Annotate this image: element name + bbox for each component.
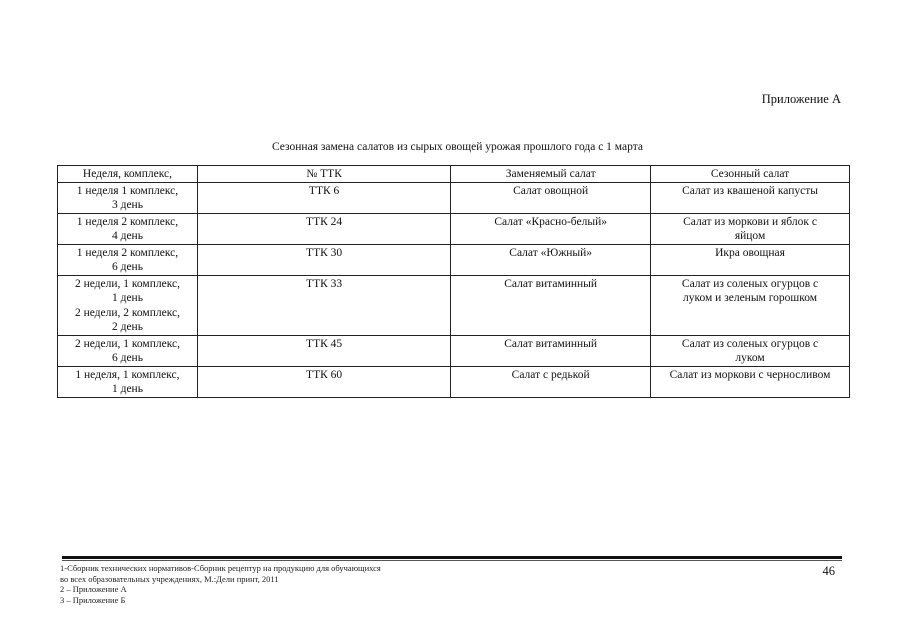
cell-replaced-salad-line: Салат с редькой bbox=[511, 368, 590, 381]
cell-ttk-line: ТТК 60 bbox=[306, 368, 343, 381]
cell-replaced-salad-line: Салат «Красно-белый» bbox=[494, 215, 607, 228]
cell-week-line: 2 недели, 1 комплекс, bbox=[74, 277, 180, 290]
salad-replacement-table bbox=[57, 165, 850, 398]
cell-ttk-line: ТТК 30 bbox=[306, 246, 343, 259]
cell-replaced-salad bbox=[451, 213, 651, 244]
table-row bbox=[58, 366, 850, 397]
cell-week bbox=[58, 213, 198, 244]
cell-week-line: 1 неделя 2 комплекс, bbox=[76, 215, 179, 228]
cell-week-line: 3 день bbox=[111, 199, 143, 211]
cell-week-line: 1 день bbox=[111, 292, 143, 304]
table-row bbox=[58, 244, 850, 275]
cell-ttk-line: ТТК 33 bbox=[306, 277, 343, 290]
table-header bbox=[58, 166, 850, 183]
footnote-3: 3 – Приложение Б bbox=[60, 594, 126, 605]
table-body bbox=[58, 182, 850, 397]
cell-replaced-salad bbox=[451, 335, 651, 366]
cell-replaced-salad-line: Салат витаминный bbox=[504, 277, 598, 290]
cell-seasonal-salad-line: Салат из соленых огурцов с bbox=[681, 337, 819, 350]
cell-week bbox=[58, 244, 198, 275]
cell-seasonal-salad-line: Салат из соленых огурцов с bbox=[681, 277, 819, 290]
cell-week-line: 2 недели, 1 комплекс, bbox=[74, 337, 180, 350]
cell-replaced-salad bbox=[451, 244, 651, 275]
header-ttk: № ТТК bbox=[197, 166, 450, 183]
header-week: Неделя, комплекс, bbox=[58, 166, 198, 183]
table-row bbox=[58, 335, 850, 366]
footnote-1-line-1: 1-Сборник технических нормативов-Сборник рецептур на продукцию для обучающихся bbox=[60, 563, 381, 573]
cell-replaced-salad bbox=[451, 275, 651, 335]
cell-replaced-salad-line: Салат овощной bbox=[513, 184, 589, 197]
cell-seasonal-salad bbox=[651, 275, 850, 335]
header-seasonal-salad: Сезонный салат bbox=[651, 166, 850, 183]
cell-seasonal-salad-line: Салат из моркови с черносливом bbox=[669, 368, 831, 381]
cell-seasonal-salad-line: луком bbox=[735, 352, 765, 364]
cell-week-line: 6 день bbox=[111, 261, 143, 273]
cell-seasonal-salad-line: Салат из квашеной капусты bbox=[682, 184, 818, 197]
cell-ttk bbox=[197, 244, 450, 275]
table-row bbox=[58, 275, 850, 335]
footer-divider bbox=[62, 556, 842, 559]
footnote-2: 2 – Приложение А bbox=[60, 584, 127, 594]
page-number: 46 bbox=[822, 564, 835, 578]
cell-seasonal-salad bbox=[651, 182, 850, 213]
cell-seasonal-salad-line: яйцом bbox=[734, 230, 766, 242]
cell-ttk-line: ТТК 24 bbox=[306, 215, 343, 228]
cell-week bbox=[58, 366, 198, 397]
cell-seasonal-salad bbox=[651, 213, 850, 244]
cell-ttk bbox=[197, 366, 450, 397]
table-row bbox=[58, 213, 850, 244]
cell-week bbox=[58, 275, 198, 335]
cell-replaced-salad bbox=[451, 366, 651, 397]
cell-seasonal-salad-line: луком и зеленым горошком bbox=[682, 292, 818, 304]
appendix-label: Приложение А bbox=[761, 92, 841, 106]
cell-week-line: 1 неделя 2 комплекс, bbox=[76, 246, 179, 259]
footnotes bbox=[60, 563, 381, 605]
cell-replaced-salad bbox=[451, 182, 651, 213]
cell-replaced-salad-line: Салат «Южный» bbox=[509, 246, 593, 259]
cell-week-line: 6 день bbox=[111, 352, 143, 364]
cell-week-line: 1 неделя 1 комплекс, bbox=[76, 184, 179, 197]
cell-ttk bbox=[197, 182, 450, 213]
table-title: Сезонная замена салатов из сырых овощей урожая прошлого года с 1 марта bbox=[272, 141, 643, 153]
cell-week-line: 1 день bbox=[111, 383, 143, 395]
cell-ttk-line: ТТК 45 bbox=[306, 337, 343, 350]
cell-seasonal-salad bbox=[651, 335, 850, 366]
cell-week bbox=[58, 182, 198, 213]
cell-seasonal-salad bbox=[651, 244, 850, 275]
footnote-1-line-2: во всех образовательных учреждениях, М.:Дели принт, 2011 bbox=[60, 573, 279, 584]
cell-seasonal-salad-line: Икра овощная bbox=[715, 246, 785, 259]
cell-seasonal-salad-line: Салат из моркови и яблок с bbox=[683, 215, 817, 228]
cell-ttk-line: ТТК 6 bbox=[308, 184, 340, 197]
footer-divider-thin bbox=[62, 560, 842, 561]
cell-week-line: 2 день bbox=[111, 321, 143, 333]
header-replaced-salad: Заменяемый салат bbox=[451, 166, 651, 183]
cell-replaced-salad-line: Салат витаминный bbox=[504, 337, 598, 350]
cell-ttk bbox=[197, 213, 450, 244]
cell-week-line: 1 неделя, 1 комплекс, bbox=[75, 368, 180, 381]
cell-week-line: 2 недели, 2 комплекс, bbox=[74, 306, 180, 319]
header-row bbox=[58, 166, 850, 183]
cell-week-line: 4 день bbox=[111, 230, 143, 242]
cell-week bbox=[58, 335, 198, 366]
table-row bbox=[58, 182, 850, 213]
cell-seasonal-salad bbox=[651, 366, 850, 397]
cell-ttk bbox=[197, 275, 450, 335]
cell-ttk bbox=[197, 335, 450, 366]
